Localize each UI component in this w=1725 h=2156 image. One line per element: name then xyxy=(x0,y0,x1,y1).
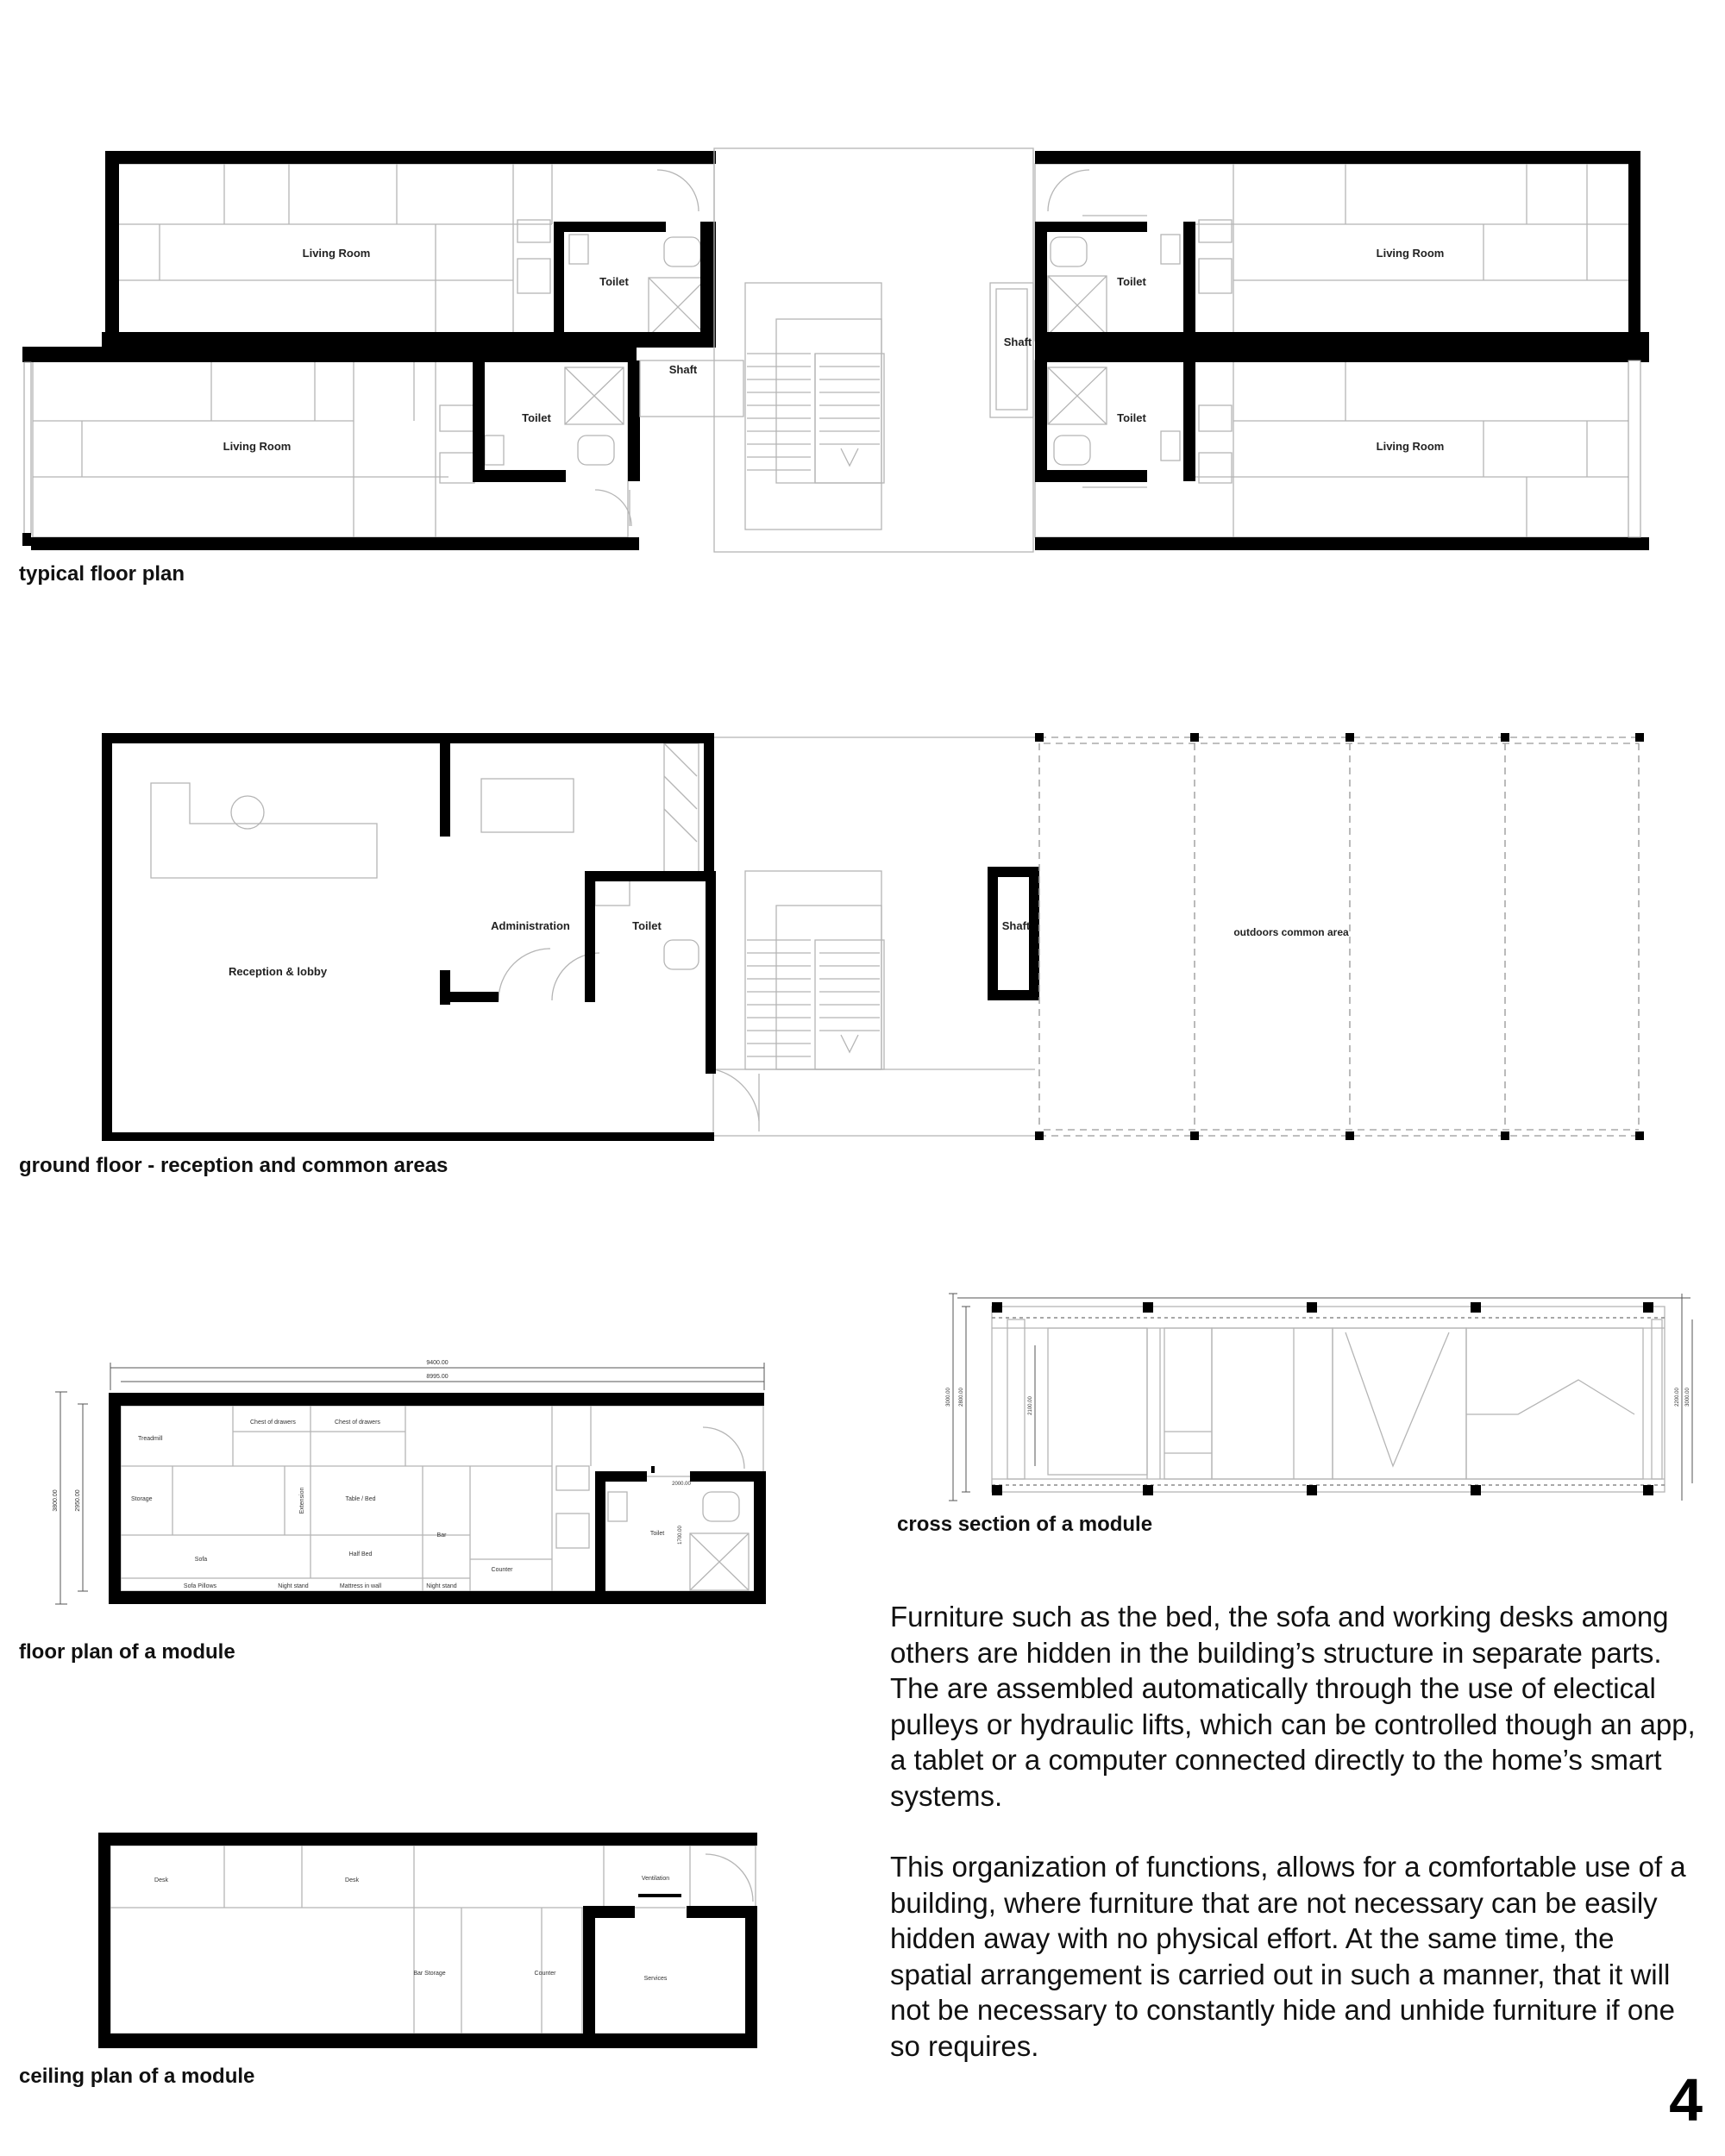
description-paragraph-1: Furniture such as the bed, the sofa and working desks among others are hidden in the building’s structure in separate parts. The are assembled automatically through the use of electical pulleys or hydraulic lifts, which can be controlled though an app, a tablet or a computer connected directly to the home’s smart systems. xyxy=(890,1601,1696,1812)
cross-section xyxy=(946,1294,1692,1501)
label-counter: Counter xyxy=(491,1567,513,1573)
label-storage: Storage xyxy=(131,1496,153,1502)
dim-section-4: 2200.00 xyxy=(1675,1388,1680,1407)
label-toilet-1: Toilet xyxy=(599,275,629,288)
dim-toilet-width: 2000.00 xyxy=(672,1482,691,1487)
label-services: Services xyxy=(643,1976,668,1982)
label-night-stand-2: Night stand xyxy=(426,1583,457,1589)
dim-inner-height: 2950.00 xyxy=(75,1489,81,1512)
label-living-room-3: Living Room xyxy=(1376,247,1445,260)
dim-toilet-depth: 1700.00 xyxy=(678,1526,683,1545)
caption-module-floor-plan: floor plan of a module xyxy=(19,1640,235,1664)
label-sofa-pillows: Sofa Pillows xyxy=(183,1583,217,1589)
description-paragraph-2: This organization of functions, allows for a comfortable use of a building, where furniture that are not necessary can be easily hidden away with no physical effort. At the same time, the spatial arrangement is carried out in such a manner, that it will not be necessary to constantly hide and unhide furniture if one so requires. xyxy=(890,1851,1686,2062)
label-bar: Bar xyxy=(436,1532,447,1539)
dim-total-length: 9400.00 xyxy=(426,1360,448,1366)
dim-section-3: 2100.00 xyxy=(1028,1396,1033,1415)
label-reception: Reception & lobby xyxy=(228,965,328,978)
label-bar-storage: Bar Storage xyxy=(413,1971,446,1977)
ceiling-plan xyxy=(98,1833,757,2048)
label-desk-2: Desk xyxy=(345,1877,359,1883)
label-half-bed: Half Bed xyxy=(348,1551,373,1557)
label-desk-1: Desk xyxy=(154,1877,168,1883)
label-mattress: Mattress in wall xyxy=(339,1583,382,1589)
stairs-typical xyxy=(747,354,880,470)
ground-floor-plan xyxy=(102,733,1644,1141)
label-outdoors: outdoors common area xyxy=(1233,926,1349,938)
label-night-stand-1: Night stand xyxy=(278,1583,309,1589)
dim-section-5: 3000.00 xyxy=(1685,1388,1690,1407)
label-extension: Extension xyxy=(299,1487,305,1514)
label-chest-2: Chest of drawers xyxy=(335,1420,380,1426)
caption-ground-floor: ground floor - reception and common areas xyxy=(19,1154,448,1177)
label-toilet-3: Toilet xyxy=(1117,275,1146,288)
label-living-room-4: Living Room xyxy=(1376,440,1445,453)
label-living-room-1: Living Room xyxy=(302,247,371,260)
label-administration: Administration xyxy=(491,919,570,932)
stairs-ground xyxy=(747,940,880,1056)
label-shaft-2: Shaft xyxy=(1003,335,1032,348)
label-shaft-1: Shaft xyxy=(668,363,698,376)
dim-overall-height: 3800.00 xyxy=(53,1489,59,1512)
dim-section-2: 2800.00 xyxy=(959,1388,964,1407)
caption-typical-floor-plan: typical floor plan xyxy=(19,562,185,586)
label-shaft-ground: Shaft xyxy=(1001,919,1031,932)
label-sofa: Sofa xyxy=(194,1557,208,1563)
label-chest-1: Chest of drawers xyxy=(250,1420,296,1426)
caption-cross-section: cross section of a module xyxy=(897,1513,1153,1536)
typical-floor-plan xyxy=(22,148,1649,552)
dim-inner-length: 8995.00 xyxy=(426,1374,448,1380)
caption-ceiling-plan: ceiling plan of a module xyxy=(19,2065,255,2088)
label-toilet-2: Toilet xyxy=(522,411,551,424)
label-table-bed: Table / Bed xyxy=(345,1496,376,1502)
label-toilet-ground: Toilet xyxy=(632,919,662,932)
label-toilet-4: Toilet xyxy=(1117,411,1146,424)
module-floor-plan xyxy=(53,1360,766,1604)
dim-section-1: 3000.00 xyxy=(946,1388,951,1407)
label-treadmill: Treadmill xyxy=(138,1436,163,1442)
label-counter-ceiling: Counter xyxy=(534,1971,556,1977)
page-number: 4 xyxy=(1669,2066,1703,2134)
label-ventilation: Ventilation xyxy=(641,1876,670,1882)
label-living-room-2: Living Room xyxy=(223,440,292,453)
label-toilet-module: Toilet xyxy=(649,1531,665,1537)
